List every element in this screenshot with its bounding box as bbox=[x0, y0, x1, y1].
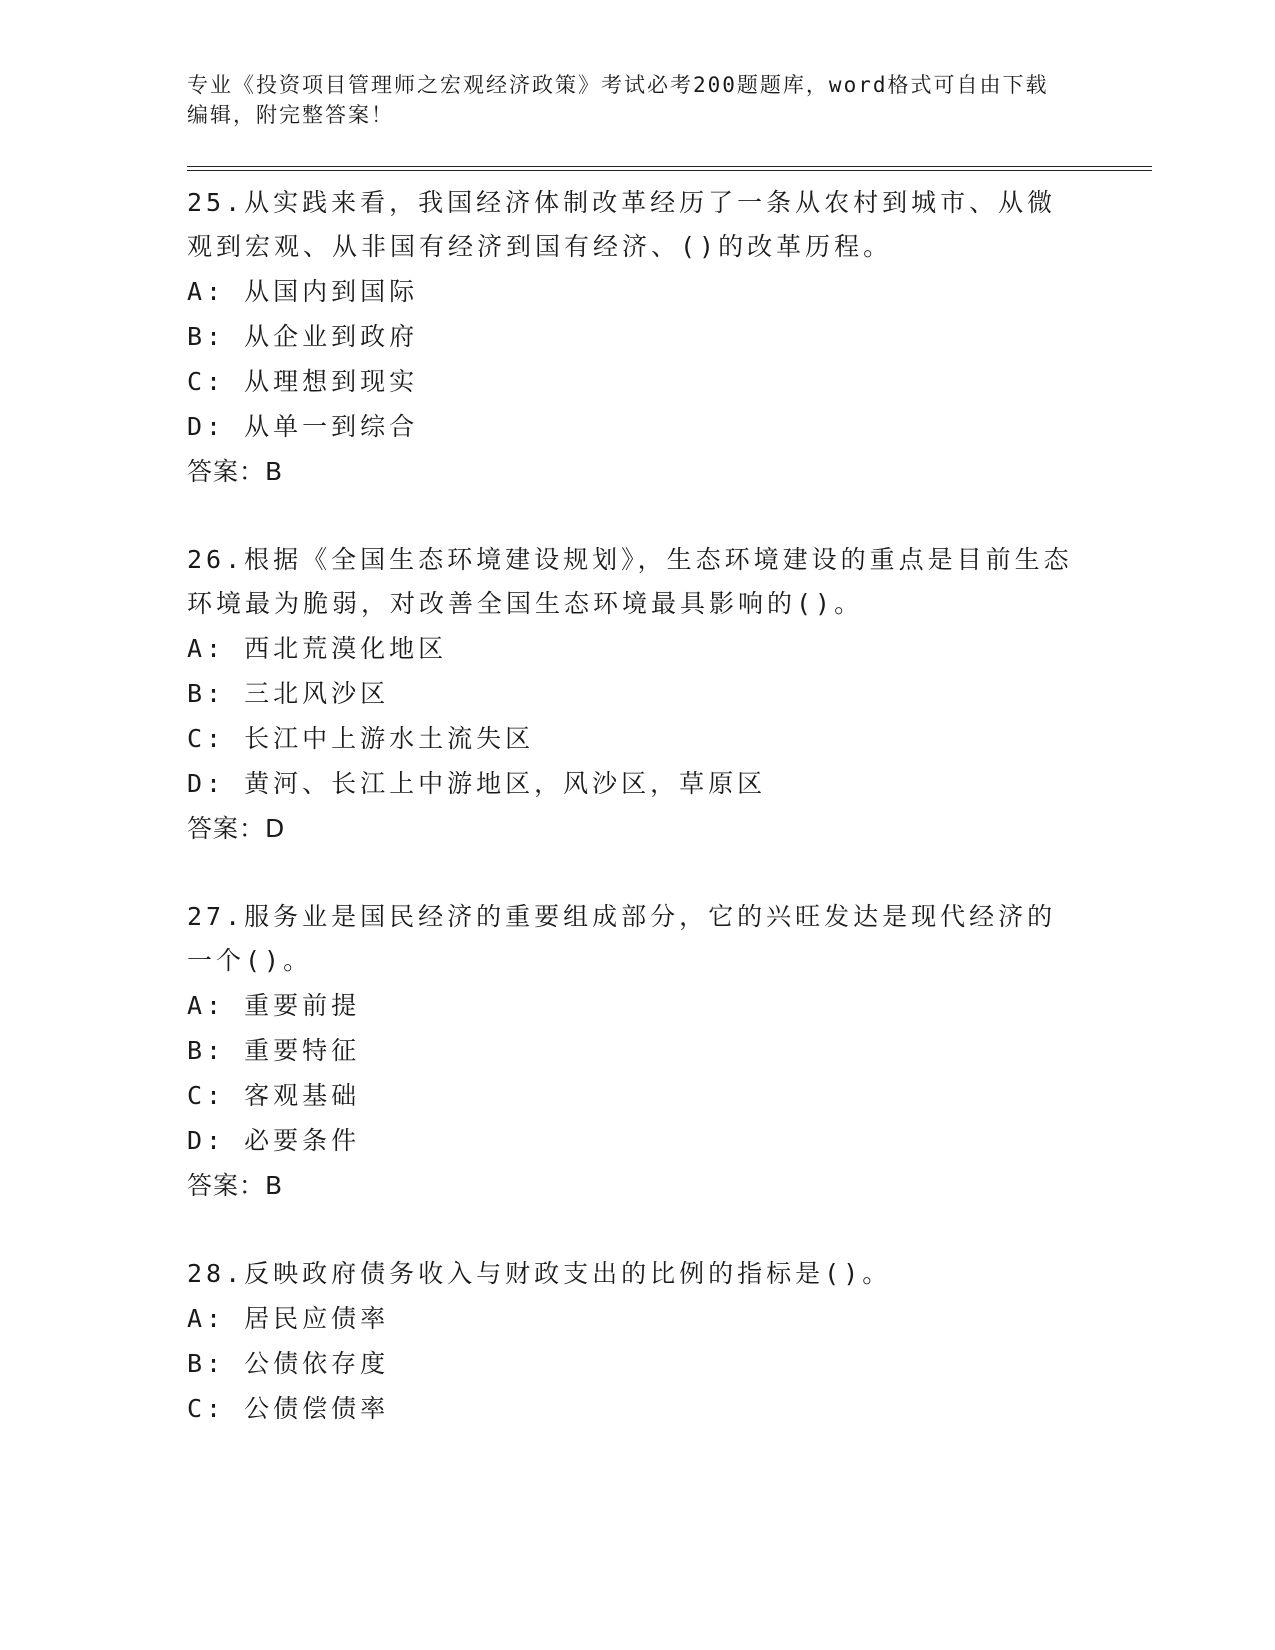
question-list bbox=[187, 181, 1157, 1431]
question-item bbox=[187, 538, 1157, 851]
header-divider-top bbox=[187, 166, 1152, 167]
answer-line: 答案：B bbox=[187, 457, 284, 486]
option-c: C: 长江中上游水土流失区 bbox=[187, 724, 535, 753]
option-a: A: 西北荒漠化地区 bbox=[187, 634, 448, 663]
option-b: B: 公债依存度 bbox=[187, 1349, 390, 1378]
option-a: A: 重要前提 bbox=[187, 991, 361, 1020]
question-item bbox=[187, 895, 1157, 1208]
document-page bbox=[187, 70, 1157, 1475]
answer-line: 答案：D bbox=[187, 814, 286, 843]
option-d: D: 必要条件 bbox=[187, 1126, 361, 1155]
question-stem: 27.服务业是国民经济的重要组成部分，它的兴旺发达是现代经济的一个()。 bbox=[187, 902, 1057, 975]
option-b: B: 从企业到政府 bbox=[187, 322, 419, 351]
question-stem: 25.从实践来看，我国经济体制改革经历了一条从农村到城市、从微观到宏观、从非国有经济到国有经济、()的改革历程。 bbox=[187, 188, 1057, 261]
option-a: A: 居民应债率 bbox=[187, 1304, 390, 1333]
question-item bbox=[187, 181, 1157, 494]
option-b: B: 三北风沙区 bbox=[187, 679, 390, 708]
document-header: 专业《投资项目管理师之宏观经济政策》考试必考200题题库，word格式可自由下载编辑，附完整答案！ bbox=[187, 73, 1049, 127]
answer-line: 答案：B bbox=[187, 1171, 284, 1200]
option-a: A: 从国内到国际 bbox=[187, 277, 419, 306]
option-c: C: 公债偿债率 bbox=[187, 1394, 390, 1423]
question-item bbox=[187, 1252, 1157, 1431]
header-divider-bottom bbox=[187, 170, 1152, 171]
option-b: B: 重要特征 bbox=[187, 1036, 361, 1065]
question-stem: 28.反映政府债务收入与财政支出的比例的指标是()。 bbox=[187, 1259, 892, 1288]
option-c: C: 客观基础 bbox=[187, 1081, 361, 1110]
option-c: C: 从理想到现实 bbox=[187, 367, 419, 396]
option-d: D: 黄河、长江上中游地区，风沙区，草原区 bbox=[187, 769, 767, 798]
question-stem: 26.根据《全国生态环境建设规划》，生态环境建设的重点是目前生态环境最为脆弱，对改善全国生态环境最具影响的()。 bbox=[187, 545, 1073, 618]
option-d: D: 从单一到综合 bbox=[187, 412, 419, 441]
